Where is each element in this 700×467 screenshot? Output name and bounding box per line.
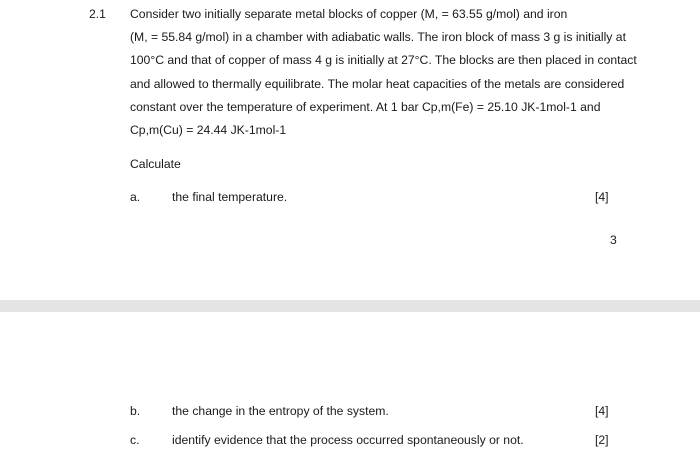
question-number: 2.1	[89, 7, 106, 21]
part-a-text: the final temperature.	[172, 190, 288, 204]
question-line-6: Cp,m(Cu) = 24.44 JK-1mol-1	[130, 123, 287, 137]
part-b-marks: [4]	[595, 404, 609, 418]
part-a-letter: a.	[130, 190, 141, 204]
question-line-3: 100°C and that of copper of mass 4 g is initially at 27°C. The blocks are then placed in contact	[130, 53, 637, 67]
part-a-marks: [4]	[595, 190, 609, 204]
question-line-4: and allowed to thermally equilibrate. The molar heat capacities of the metals are considered	[130, 77, 625, 91]
question-line-5: constant over the temperature of experiment. At 1 bar Cp,m(Fe) = 25.10 JK-1mol-1 and	[130, 100, 601, 114]
part-c-letter: c.	[130, 433, 140, 447]
question-line-1: Consider two initially separate metal blocks of copper (M, = 63.55 g/mol) and iron	[130, 7, 568, 21]
question-line-2: (M, = 55.84 g/mol) in a chamber with adiabatic walls. The iron block of mass 3 g is initially at	[130, 30, 626, 44]
page-number: 3	[610, 233, 617, 247]
part-c-text: identify evidence that the process occurred spontaneously or not.	[172, 433, 524, 447]
part-c-marks: [2]	[595, 433, 609, 447]
calculate-label: Calculate	[130, 157, 181, 171]
page-bottom	[0, 312, 700, 467]
part-b-letter: b.	[130, 404, 141, 418]
part-b-text: the change in the entropy of the system.	[172, 404, 389, 418]
